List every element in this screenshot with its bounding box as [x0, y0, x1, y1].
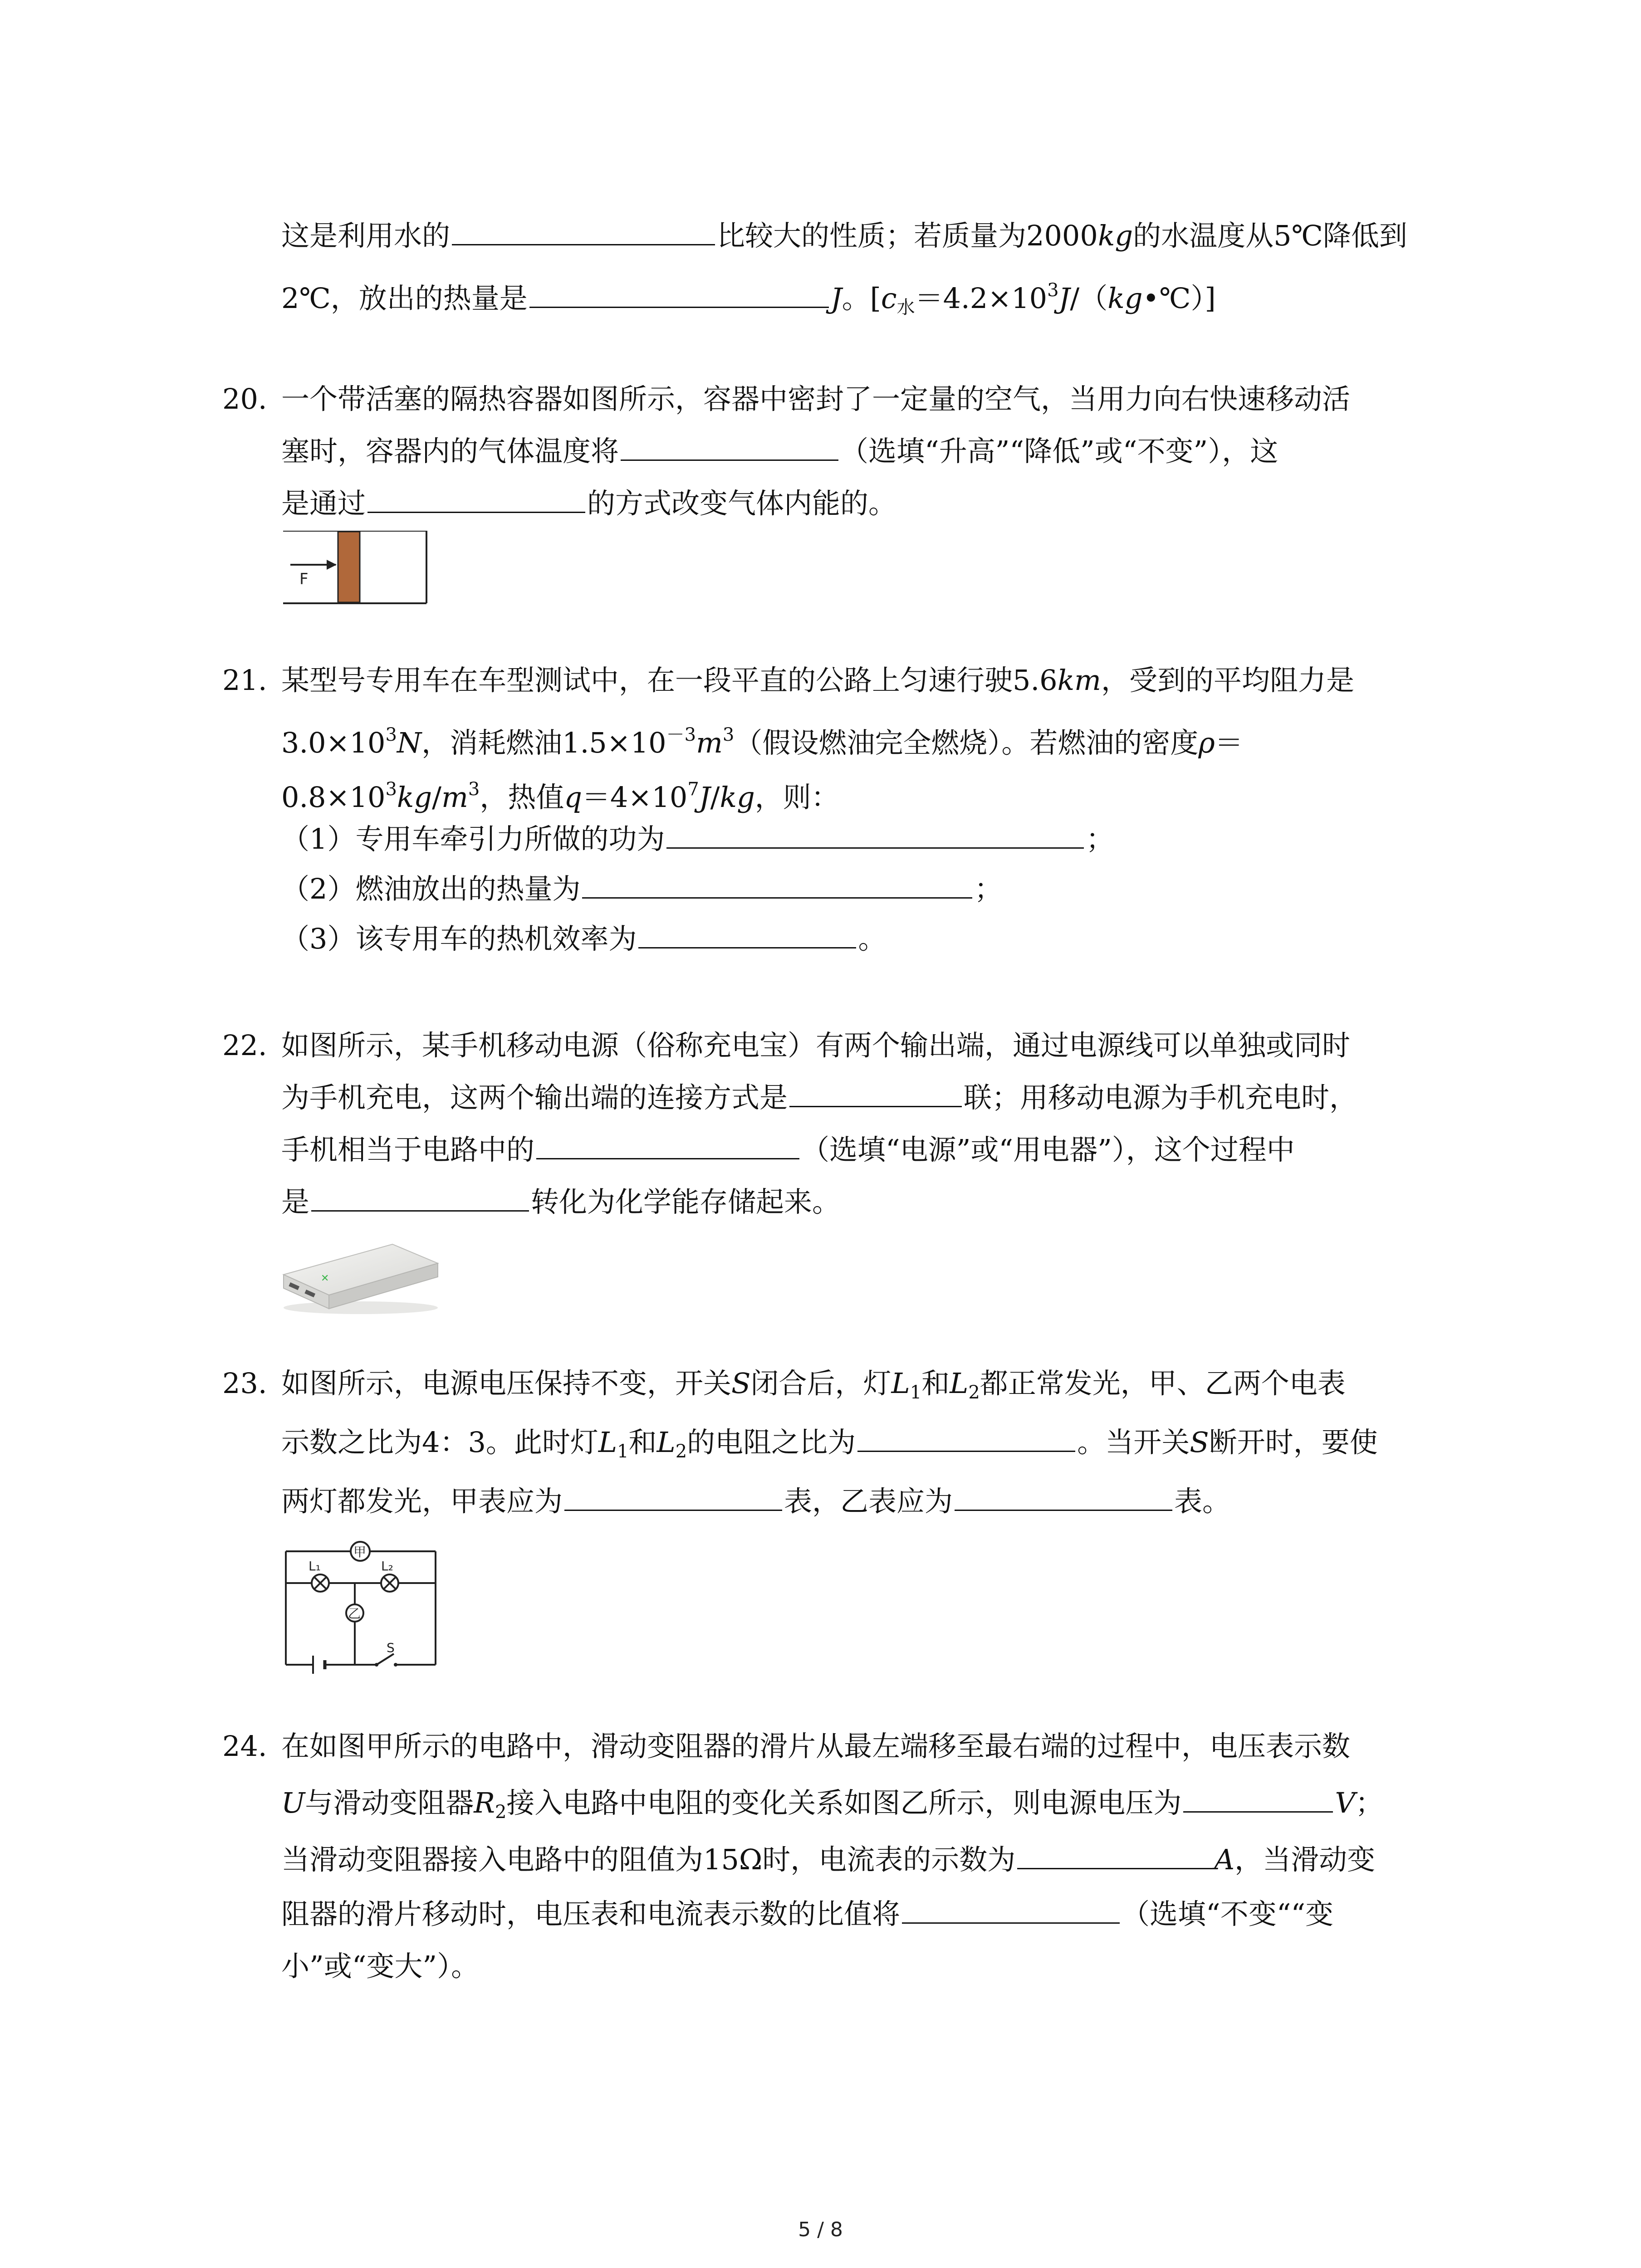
q23-line2: 示数之比为4：3。此时灯$L_1$和$L_2$的电阻之比为 。当开关S断开时，要使 [281, 1424, 1378, 1470]
page-number: 5 / 8 [798, 2218, 843, 2241]
question-number: 24. [222, 1730, 267, 1763]
answer-blank[interactable] [452, 218, 715, 245]
answer-blank[interactable] [582, 871, 972, 899]
shadow [284, 1301, 438, 1314]
logo-icon: ✕ [321, 1273, 329, 1284]
q24-line3: 当滑动变阻器接入电路中的阻值为15Ω时，电流表的示数为 A，当滑动变 [281, 1842, 1375, 1878]
q22-line3: 手机相当于电路中的 （选填“电源”或“用电器”），这个过程中 [281, 1132, 1295, 1168]
q21-sub1: （1）专用车牵引力所做的功为 ； [281, 821, 1114, 857]
answer-blank[interactable] [311, 1184, 529, 1212]
q19-line1: 这是利用水的 比较大的性质；若质量为2000kg的水温度从5℃降低到 [281, 218, 1407, 254]
force-label: F [299, 570, 309, 588]
answer-blank[interactable] [1017, 1842, 1212, 1869]
lamp-label-l2: L₂ [381, 1559, 393, 1574]
meter-label-yi: 乙 [348, 1606, 361, 1621]
q22-line2: 为手机充电，这两个输出端的连接方式是 联；用移动电源为手机充电时， [281, 1080, 1357, 1116]
q20-line1: 20. 一个带活塞的隔热容器如图所示，容器中密封了一定量的空气，当用力向右快速移动活 [222, 381, 1350, 417]
switch-label: S [387, 1640, 395, 1655]
answer-blank[interactable] [621, 433, 838, 461]
question-number: 23. [222, 1367, 267, 1400]
q24-line5: 小”或“变大”）。 [281, 1950, 480, 1983]
answer-blank[interactable] [789, 1080, 962, 1107]
question-number: 22. [222, 1029, 267, 1062]
question-number: 20. [222, 382, 267, 415]
piston-container-figure [281, 531, 436, 608]
answer-blank[interactable] [666, 821, 1084, 849]
answer-blank[interactable] [1183, 1785, 1333, 1813]
q21-line2: $3.0\times 10^3N$，消耗燃油$1.5\times 10^{-3}m^3$（假设燃油完全燃烧）。若燃油的密度ρ＝ [281, 724, 1243, 759]
q23-line3: 两灯都发光，甲表应为 表，乙表应为 表。 [281, 1483, 1230, 1520]
q19-line2: 2℃，放出的热量是 J。$[c_水=4.2\times 10^3J/(kg•℃)]$ [281, 280, 1216, 318]
meter-label-jia: 甲 [353, 1545, 367, 1559]
q20-line2: 塞时，容器内的气体温度将 （选填“升高”“降低”或“不变”），这 [281, 433, 1278, 469]
power-bank-figure [279, 1232, 442, 1318]
answer-blank[interactable] [367, 485, 585, 513]
answer-blank[interactable] [955, 1483, 1172, 1511]
q21-line3: $0.8\times 10^3kg/m^3$，热值$q=4\times 10^7J/kg$，则： [281, 779, 839, 814]
q24-line1: 24. 在如图甲所示的电路中，滑动变阻器的滑片从最左端移至最右端的过程中，电压表示数 [222, 1728, 1350, 1765]
answer-blank[interactable] [529, 280, 829, 308]
q24-line2: U与滑动变阻器$R_2$接入电路中电阻的变化关系如图乙所示，则电源电压为 V； [281, 1785, 1383, 1830]
answer-blank[interactable] [638, 921, 856, 948]
q24-line4: 阻器的滑片移动时，电压表和电流表示数的比值将 （选填“不变““变 [281, 1896, 1333, 1932]
lamp-label-l1: L₁ [309, 1559, 321, 1574]
q22-line4: 是 转化为化学能存储起来。 [281, 1184, 840, 1220]
q20-line3: 是通过 的方式改变气体内能的。 [281, 485, 896, 522]
force-arrowhead [327, 560, 337, 570]
answer-blank[interactable] [902, 1896, 1120, 1924]
q21-sub2: （2）燃油放出的热量为 ； [281, 871, 1002, 907]
answer-blank[interactable] [536, 1132, 799, 1159]
q22-line1: 22. 如图所示，某手机移动电源（俗称充电宝）有两个输出端，通过电源线可以单独或同时 [222, 1027, 1350, 1064]
answer-blank[interactable] [857, 1424, 1075, 1452]
q21-line1: 21. 某型号专用车在车型测试中，在一段平直的公路上匀速行驶5.6km，受到的平均阻力是 [222, 662, 1354, 699]
q21-sub3: （3）该专用车的热机效率为 。 [281, 921, 886, 957]
piston [338, 532, 360, 602]
q23-line1: 23. 如图所示，电源电压保持不变，开关S闭合后，灯$L_1$和$L_2$都正常发光，甲、乙两个电表 [222, 1365, 1346, 1411]
answer-blank[interactable] [564, 1483, 782, 1511]
circuit-diagram-figure [281, 1533, 445, 1674]
question-number: 21. [222, 664, 267, 697]
